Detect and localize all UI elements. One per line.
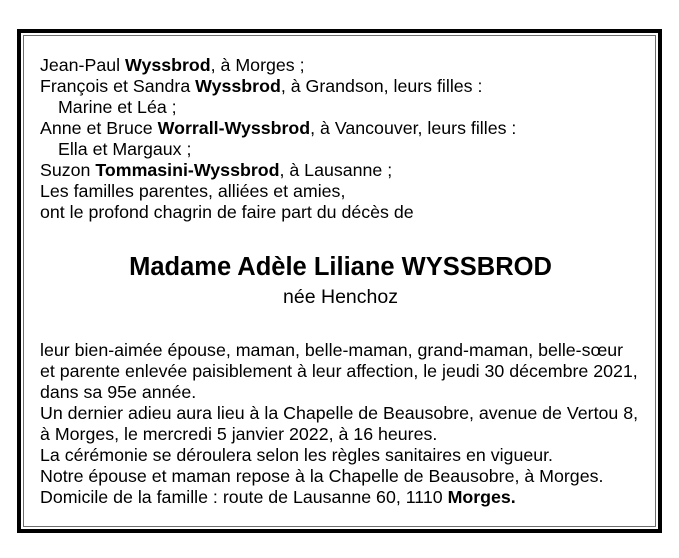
deceased-name: Madame Adèle Liliane WYSSBROD <box>129 253 552 281</box>
notice-outer-frame <box>17 29 662 533</box>
notice-line <box>40 97 641 118</box>
maiden-name: née Henchoz <box>283 286 398 308</box>
text-segment: leur bien-aimée épouse, maman, belle-maman, grand-maman, belle-sœur <box>40 340 624 360</box>
notice-line <box>40 487 641 508</box>
text-segment: dans sa 95e année. <box>40 382 197 402</box>
text-segment: ont le profond chagrin de faire part du décès de <box>40 202 414 222</box>
text-segment: à Morges, le mercredi 5 janvier 2022, à 16 heures. <box>40 424 438 444</box>
notice-line <box>40 76 641 97</box>
emphasized-text-segment: Wyssbrod <box>125 55 211 75</box>
emphasized-text-segment: Wyssbrod <box>195 76 281 96</box>
notice-line <box>40 361 641 382</box>
notice-line <box>40 139 641 160</box>
text-segment: Notre épouse et maman repose à la Chapelle de Beausobre, à Morges. <box>40 466 604 486</box>
text-segment: , à Grandson, leurs filles : <box>280 76 483 96</box>
notice-line <box>40 424 641 445</box>
notice-line <box>40 445 641 466</box>
notice-content <box>24 36 655 508</box>
notice-line <box>40 55 641 76</box>
notice-line <box>40 181 641 202</box>
emphasized-text-segment: Worrall-Wyssbrod <box>157 118 311 138</box>
text-segment: , à Vancouver, leurs filles : <box>310 118 517 138</box>
notice-line <box>40 340 641 361</box>
notice-line <box>40 160 641 181</box>
deceased-title-block <box>40 252 641 309</box>
text-segment: Ella et Margaux ; <box>58 139 192 159</box>
notice-inner-frame <box>23 35 656 527</box>
family-list <box>40 55 641 223</box>
text-segment: , à Lausanne ; <box>279 160 393 180</box>
text-segment: Jean-Paul <box>40 55 126 75</box>
notice-line <box>40 202 641 223</box>
emphasized-text-segment: Morges. <box>447 487 516 507</box>
announcement-body <box>40 340 641 508</box>
text-segment: Un dernier adieu aura lieu à la Chapelle de Beausobre, avenue de Vertou 8, <box>40 403 639 423</box>
text-segment: , à Morges ; <box>210 55 305 75</box>
notice-line <box>40 403 641 424</box>
notice-line <box>40 382 641 403</box>
text-segment: Suzon <box>40 160 96 180</box>
notice-line <box>40 118 641 139</box>
text-segment: Marine et Léa ; <box>58 97 177 117</box>
text-segment: François et Sandra <box>40 76 196 96</box>
emphasized-text-segment: Tommasini-Wyssbrod <box>95 160 280 180</box>
text-segment: et parente enlevée paisiblement à leur affection, le jeudi 30 décembre 2021, <box>40 361 638 381</box>
notice-line <box>40 466 641 487</box>
text-segment: Domicile de la famille : route de Lausanne 60, 1110 <box>40 487 448 507</box>
text-segment: Les familles parentes, alliées et amies, <box>40 181 346 201</box>
text-segment: Anne et Bruce <box>40 118 158 138</box>
text-segment: La cérémonie se déroulera selon les règles sanitaires en vigueur. <box>40 445 553 465</box>
